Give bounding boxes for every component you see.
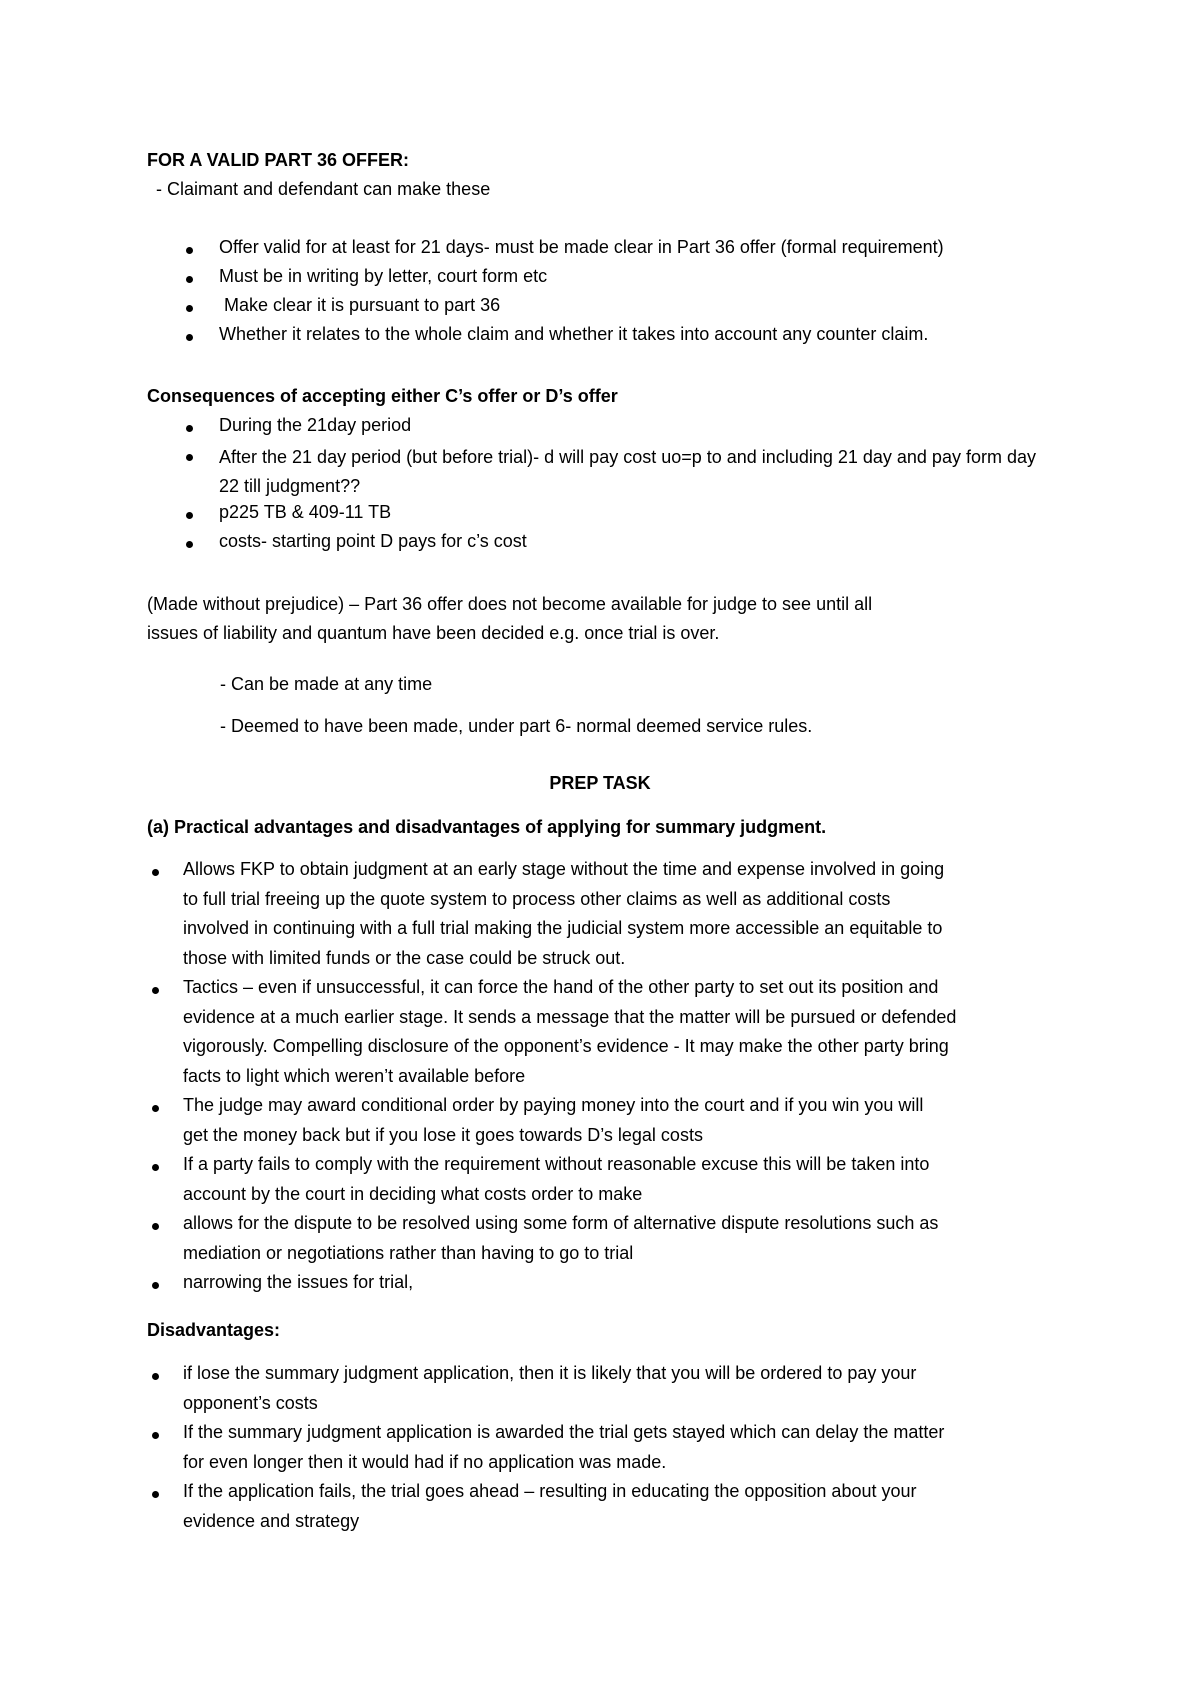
bullet-icon bbox=[186, 512, 193, 519]
list-item-text: Whether it relates to the whole claim and whether it takes into account any counter claim. bbox=[219, 324, 929, 344]
list-item-line: mediation or negotiations rather than having to go to trial bbox=[183, 1242, 634, 1263]
bullet-icon bbox=[152, 987, 159, 994]
list-item-line: involved in continuing with a full trial making the judicial system more accessible an equitable to bbox=[183, 918, 943, 938]
list-item-text: Must be in writing by letter, court form etc bbox=[219, 266, 548, 286]
list-item-line: evidence and strategy bbox=[183, 1510, 360, 1531]
list-item-text: p225 TB & 409-11 TB bbox=[219, 502, 392, 522]
part36-requirements-list bbox=[0, 236, 1200, 352]
list-item-line: vigorously. Compelling disclosure of the opponent’s evidence - It may make the other party bring bbox=[183, 1036, 949, 1056]
bullet-icon bbox=[186, 276, 193, 283]
list-item bbox=[0, 501, 1200, 530]
list-item-text: During the 21day period bbox=[219, 415, 412, 435]
disadvantages-heading: Disadvantages: bbox=[147, 1320, 281, 1340]
list-item-line: narrowing the issues for trial, bbox=[183, 1272, 414, 1292]
part36-heading: FOR A VALID PART 36 OFFER: bbox=[147, 150, 410, 170]
consequences-heading: Consequences of accepting either C’s offer or D’s offer bbox=[147, 386, 618, 406]
list-item-text: After the 21 day period (but before trial)- d will pay cost uo=p to and including 21 day and pay form day 22 till judgment?? bbox=[219, 447, 1036, 496]
bullet-icon bbox=[152, 1373, 159, 1380]
bullet-icon bbox=[186, 334, 193, 341]
list-item-line: if lose the summary judgment application, then it is likely that you will be ordered to pay your bbox=[183, 1363, 917, 1383]
bullet-icon bbox=[152, 1282, 159, 1289]
deemed-made-note: - Deemed to have been made, under part 6- normal deemed service rules. bbox=[220, 716, 813, 736]
bullet-icon bbox=[186, 305, 193, 312]
list-item-text: Offer valid for at least for 21 days- must be made clear in Part 36 offer (formal requirement) bbox=[219, 237, 944, 257]
bullet-icon bbox=[152, 1164, 159, 1171]
bullet-icon bbox=[186, 247, 193, 254]
list-item-line: Allows FKP to obtain judgment at an early stage without the time and expense involved in going bbox=[183, 859, 945, 879]
list-item-line: account by the court in deciding what costs order to make bbox=[183, 1183, 643, 1204]
list-item bbox=[0, 414, 1200, 443]
part36-dash-note: - Claimant and defendant can make these bbox=[156, 179, 491, 199]
without-prejudice-line-1: (Made without prejudice) – Part 36 offer does not become available for judge to see until all bbox=[147, 594, 873, 614]
list-item-line: Tactics – even if unsuccessful, it can force the hand of the other party to set out its position and bbox=[183, 977, 939, 997]
list-item-line: for even longer then it would had if no application was made. bbox=[183, 1451, 667, 1472]
list-item-line: opponent’s costs bbox=[183, 1392, 318, 1413]
bullet-icon bbox=[152, 1105, 159, 1112]
list-item-line: facts to light which weren’t available before bbox=[183, 1065, 526, 1086]
list-item bbox=[0, 443, 1200, 501]
list-item bbox=[0, 323, 1200, 352]
list-item bbox=[0, 530, 1200, 559]
list-item-line: If the summary judgment application is awarded the trial gets stayed which can delay the matter bbox=[183, 1422, 945, 1442]
without-prejudice-line-2: issues of liability and quantum have been decided e.g. once trial is over. bbox=[147, 623, 720, 643]
list-item-text: costs- starting point D pays for c’s cost bbox=[219, 531, 527, 551]
list-item-line: to full trial freeing up the quote system to process other claims as well as additional costs bbox=[183, 888, 891, 909]
bullet-icon bbox=[152, 1491, 159, 1498]
list-item-line: The judge may award conditional order by paying money into the court and if you win you will bbox=[183, 1095, 924, 1115]
bullet-icon bbox=[186, 425, 193, 432]
bullet-icon bbox=[186, 541, 193, 548]
bullet-icon bbox=[152, 1223, 159, 1230]
list-item-line: If a party fails to comply with the requirement without reasonable excuse this will be taken into bbox=[183, 1154, 930, 1174]
prep-task-title: PREP TASK bbox=[549, 773, 651, 793]
list-item-line: If the application fails, the trial goes ahead – resulting in educating the opposition about your bbox=[183, 1481, 917, 1501]
any-time-note: - Can be made at any time bbox=[220, 674, 433, 694]
bullet-icon bbox=[152, 869, 159, 876]
consequences-list bbox=[0, 414, 1200, 559]
prep-question: (a) Practical advantages and disadvantages of applying for summary judgment. bbox=[147, 817, 827, 837]
list-item-text: Make clear it is pursuant to part 36 bbox=[219, 295, 501, 315]
list-item bbox=[0, 236, 1200, 265]
list-item-line: evidence at a much earlier stage. It sends a message that the matter will be pursued or defended bbox=[183, 1006, 957, 1027]
list-item-line: those with limited funds or the case could be struck out. bbox=[183, 947, 626, 968]
list-item-line: get the money back but if you lose it goes towards D’s legal costs bbox=[183, 1124, 703, 1145]
bullet-icon bbox=[152, 1432, 159, 1439]
list-item-line: allows for the dispute to be resolved using some form of alternative dispute resolutions such as bbox=[183, 1213, 939, 1233]
list-item bbox=[0, 265, 1200, 294]
bullet-icon bbox=[186, 454, 193, 461]
list-item bbox=[0, 294, 1200, 323]
